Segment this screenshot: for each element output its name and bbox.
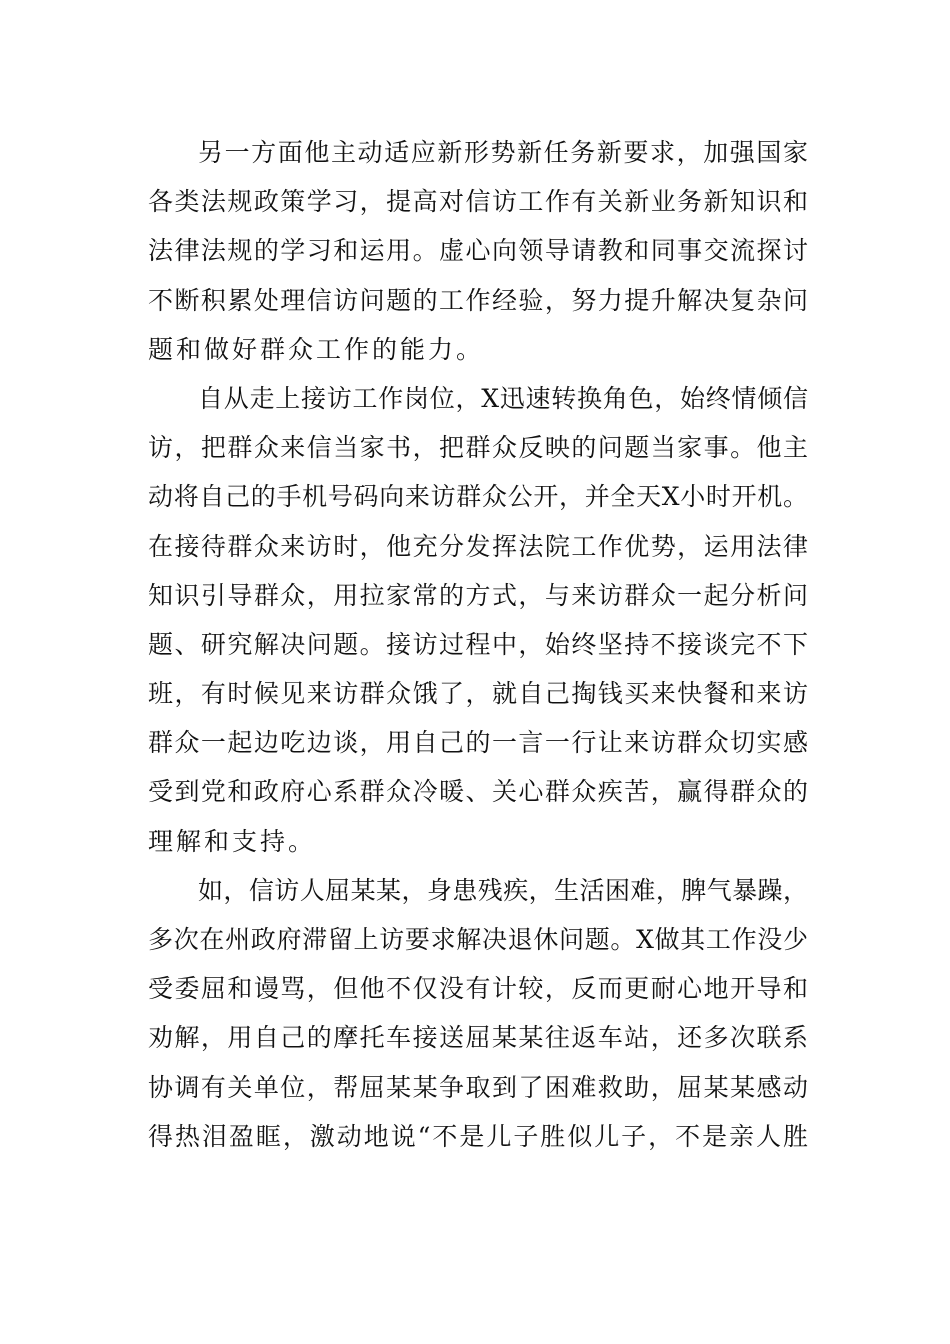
text-line: 劝解，用自己的摩托车接送屈某某往返车站，还多次联系: [148, 1023, 808, 1053]
text-line: 题、研究解决问题。接访过程中，始终坚持不接谈完不下: [148, 629, 808, 659]
text-line: 如，信访人屈某某，身患残疾，生活困难，脾气暴躁，: [198, 875, 808, 905]
paragraph-3: [148, 866, 808, 1161]
text-line: 受到党和政府心系群众冷暖、关心群众疾苦，赢得群众的: [148, 777, 808, 807]
text-line: 各类法规政策学习，提高对信访工作有关新业务新知识和: [148, 187, 808, 217]
text-line: 在接待群众来访时，他充分发挥法院工作优势，运用法律: [148, 531, 808, 561]
document-body: [148, 128, 808, 1161]
text-line: 不断积累处理信访问题的工作经验，努力提升解决复杂问: [148, 285, 808, 315]
text-line: 知识引导群众，用拉家常的方式，与来访群众一起分析问: [148, 580, 808, 610]
text-line: 理解和支持。: [148, 826, 317, 856]
text-line: 得热泪盈眶，激动地说“不是儿子胜似儿子，不是亲人胜: [148, 1121, 808, 1151]
text-line: 群众一起边吃边谈，用自己的一言一行让来访群众切实感: [148, 728, 808, 758]
text-line: 班，有时候见来访群众饿了，就自己掏钱买来快餐和来访: [148, 679, 808, 709]
text-line: 多次在州政府滞留上访要求解决退休问题。X做其工作没少: [148, 925, 808, 954]
text-line: 受委屈和谩骂，但他不仅没有计较，反而更耐心地开导和: [148, 974, 808, 1004]
paragraph-2: [148, 374, 808, 866]
text-line: 题和做好群众工作的能力。: [148, 334, 485, 364]
text-line: 动将自己的手机号码向来访群众公开，并全天X小时开机。: [148, 482, 808, 512]
paragraph-1: [148, 128, 808, 374]
text-line: 协调有关单位，帮屈某某争取到了困难救助，屈某某感动: [148, 1072, 808, 1102]
text-line: 另一方面他主动适应新形势新任务新要求，加强国家: [198, 138, 808, 167]
text-line: 自从走上接访工作岗位，X迅速转换角色，始终情倾信: [198, 383, 808, 413]
text-line: 访，把群众来信当家书，把群众反映的问题当家事。他主: [148, 433, 808, 463]
text-line: 法律法规的学习和运用。虚心向领导请教和同事交流探讨: [148, 236, 808, 266]
